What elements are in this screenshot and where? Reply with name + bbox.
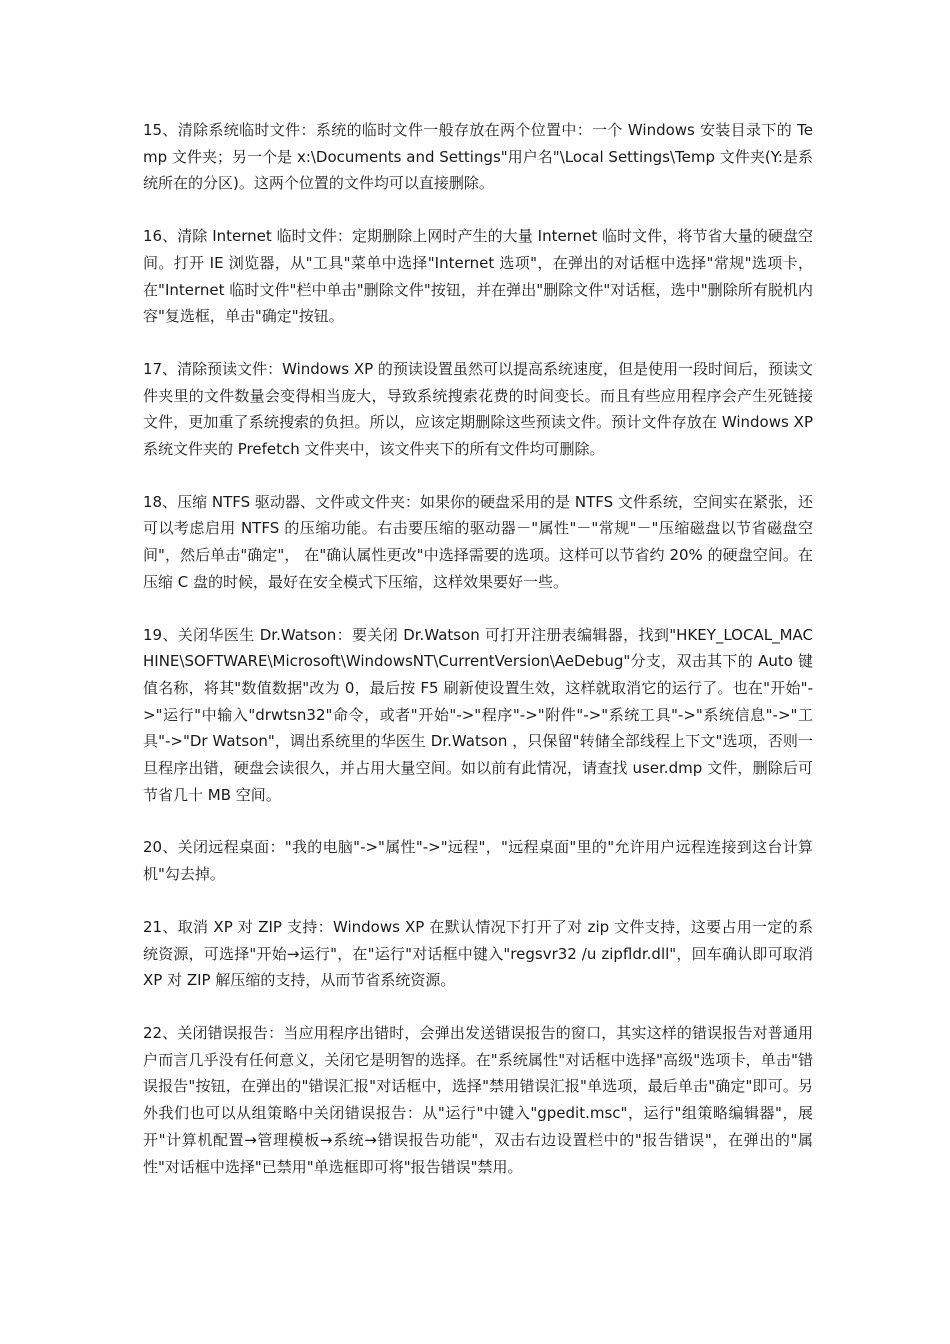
paragraph-19-disable-dr-watson: 19、关闭华医生 Dr.Watson：要关闭 Dr.Watson 可打开注册表编辑器，找到"HKEY_LOCAL_MACHINE\SOFTWARE\Microsoft\WindowsNT\CurrentVersion\AeDebug"分支，双击其下的 Auto 键值名称，将其"数值数据"改为 0，最后按 F5 刷新使设置生效，这样就取消它的运行了。也在"开始"->"运行"中输入"drwtsn32"命令，或者"开始"->"程序"->"附件"->"系统工具"->"系统信息"->"工具"->"Dr Watson"，调出系统里的华医生 Dr.Watson ，只保留"转储全部线程上下文"选项，否则一旦程序出错，硬盘会读很久，并占用大量空间。如以前有此情况，请查找 user.dmp 文件，删除后可节省几十 MB 空间。 [143,625,813,804]
paragraph-17-clear-prefetch-files: 17、清除预读文件：Windows XP 的预读设置虽然可以提高系统速度，但是使用一段时间后，预读文件夹里的文件数量会变得相当庞大，导致系统搜索花费的时间变长。而且有些应用程序会产生死链接文件，更加重了系统搜索的负担。所以，应该定期删除这些预读文件。预计文件存放在 Windows XP 系统文件夹的 Prefetch 文件夹中，该文件夹下的所有文件均可删除。 [143,359,813,459]
paragraph-16-clear-internet-temp-files: 16、清除 Internet 临时文件：定期删除上网时产生的大量 Internet 临时文件，将节省大量的硬盘空间。打开 IE 浏览器，从"工具"菜单中选择"Internet 选项"，在弹出的对话框中选择"常规"选项卡，在"Internet 临时文件"栏中单击"删除文件"按钮，并在弹出"删除文件"对话框，选中"删除所有脱机内容"复选框，单击"确定"按钮。 [143,227,813,326]
document-body [143,117,813,1206]
paragraph-15-clear-temp-files: 15、清除系统临时文件：系统的临时文件一般存放在两个位置中：一个 Windows 安装目录下的 Temp 文件夹；另一个是 x:\Documents and Settings"用户名"\Local Settings\Temp 文件夹(Y:是系统所在的分区)。这两个位置的文件均可以直接删除。 [143,121,813,193]
paragraph-18-ntfs-compression: 18、压缩 NTFS 驱动器、文件或文件夹：如果你的硬盘采用的是 NTFS 文件系统，空间实在紧张，还可以考虑启用 NTFS 的压缩功能。右击要压缩的驱动器－"属性"－"常规"－"压缩磁盘以节省磁盘空间"，然后单击"确定"， 在"确认属性更改"中选择需要的选项。这样可以节省约 20% 的硬盘空间。在压缩 C 盘的时候，最好在安全模式下压缩，这样效果要好一些。 [143,492,813,591]
paragraph-21-disable-zip-support: 21、取消 XP 对 ZIP 支持：Windows XP 在默认情况下打开了对 zip 文件支持，这要占用一定的系统资源，可选择"开始→运行"，在"运行"对话框中键入"regsvr32 /u zipfldr.dll"，回车确认即可取消 XP 对 ZIP 解压缩的支持，从而节省系统资源。 [143,917,813,990]
paragraph-20-disable-remote-desktop: 20、关闭远程桌面："我的电脑"->"属性"->"远程"，"远程桌面"里的"允许用户远程连接到这台计算机"勾去掉。 [143,838,813,884]
paragraph-22-disable-error-reporting: 22、关闭错误报告：当应用程序出错时，会弹出发送错误报告的窗口，其实这样的错误报告对普通用户而言几乎没有任何意义，关闭它是明智的选择。在"系统属性"对话框中选择"高级"选项卡，单击"错误报告"按钮，在弹出的"错误汇报"对话框中，选择"禁用错误汇报"单选项，最后单击"确定"即可。另外我们也可以从组策略中关闭错误报告：从"运行"中键入"gpedit.msc"，运行"组策略编辑器"，展开"计算机配置→管理模板→系统→错误报告功能"，双击右边设置栏中的"报告错误"，在弹出的"属性"对话框中选择"已禁用"单选框即可将"报告错误"禁用。 [143,1023,813,1176]
